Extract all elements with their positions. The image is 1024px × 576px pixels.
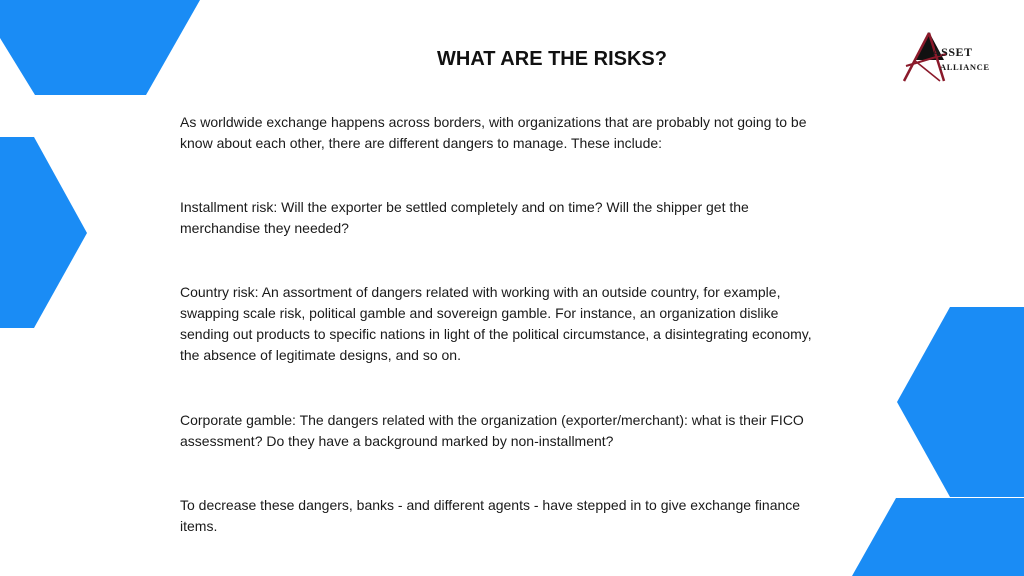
installment-risk-paragraph: Installment risk: Will the exporter be settled completely and on time? Will the shipper get the merchandise they needed? bbox=[180, 199, 749, 236]
conclusion-paragraph: To decrease these dangers, banks - and different agents - have stepped in to give exchange finance items. bbox=[180, 497, 801, 534]
country-risk-paragraph: Country risk: An assortment of dangers related with working with an outside country, for example, swapping scale risk, political gamble and sovereign gamble. For instance, an organization dislike sending out products to specific nations in light of the political circumstance, a disintegrating economy, the absence of legitimate designs, and so on. bbox=[180, 284, 812, 363]
right-blue-hexagon bbox=[895, 306, 1024, 498]
intro-paragraph: As worldwide exchange happens across borders, with organizations that are probably not going to be know about each other, there are different dangers to manage. These include: bbox=[180, 114, 807, 151]
corporate-gamble-paragraph: Corporate gamble: The dangers related with the organization (exporter/merchant): what is their FICO assessment? Do they have a background marked by non-installment? bbox=[180, 412, 804, 449]
logo-text-asset: ASSET bbox=[932, 45, 973, 59]
asset-alliance-logo bbox=[898, 30, 1008, 86]
logo-text-alliance: ALLIANCE bbox=[940, 62, 990, 72]
page-title: WHAT ARE THE RISKS? bbox=[437, 48, 667, 70]
top-left-blue-shape bbox=[0, 0, 200, 96]
bottom-right-blue-shape bbox=[850, 496, 1024, 576]
left-blue-hexagon bbox=[0, 137, 90, 329]
